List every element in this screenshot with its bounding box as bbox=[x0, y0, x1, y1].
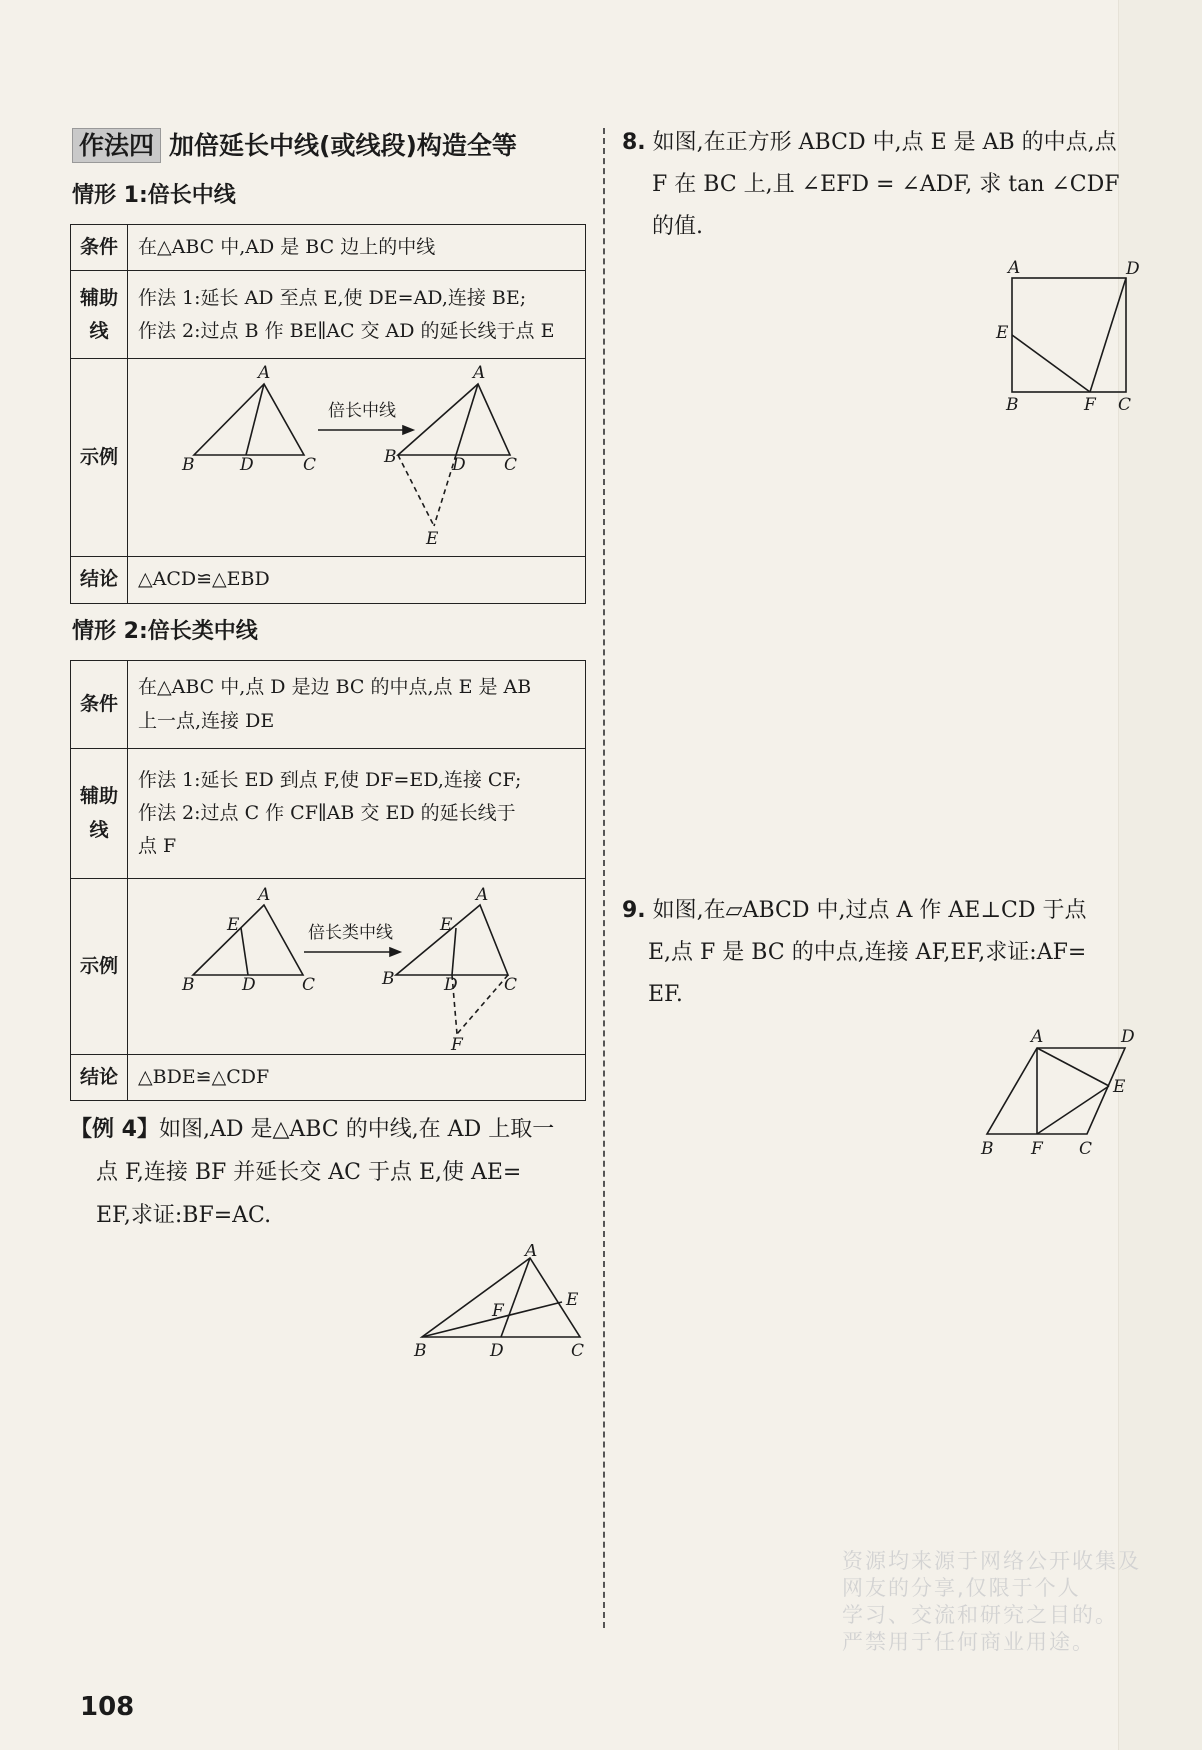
case2-title: 情形 2:倍长类中线 bbox=[72, 619, 258, 644]
problem-9-figure bbox=[975, 1024, 1143, 1160]
example-4-tag: 【例 4】 bbox=[70, 1117, 159, 1142]
case2-condition-line2: 上一点,连接 DE bbox=[138, 709, 275, 732]
case1-aux-method2: 作法 2:过点 B 作 BE∥AC 交 AD 的延长线于点 E bbox=[138, 319, 555, 342]
problem-9-text1: 如图,在▱ABCD 中,过点 A 作 AE⊥CD 于点 bbox=[652, 898, 1087, 923]
case1-label-e: E bbox=[426, 528, 439, 549]
method-title: 加倍延长中线(或线段)构造全等 bbox=[169, 131, 517, 160]
case1-conclusion: △ACD≌△EBD bbox=[128, 557, 586, 603]
problem-8-number: 8. bbox=[622, 130, 646, 155]
case2-arrow-label: 倍长类中线 bbox=[308, 922, 393, 943]
p9-label-c: C bbox=[1079, 1139, 1093, 1159]
case1-example-label: 示例 bbox=[71, 359, 128, 557]
p9-label-a: A bbox=[1031, 1027, 1044, 1047]
problem-8-line2: F 在 BC 上,且 ∠EFD = ∠ADF, 求 tan ∠CDF bbox=[652, 172, 1120, 197]
case1-label-b: B bbox=[182, 454, 195, 475]
ex4-triangle-abc bbox=[422, 1258, 580, 1337]
case2-label-a-2: A bbox=[476, 884, 489, 905]
case2-condition-line1: 在△ABC 中,点 D 是边 BC 的中点,点 E 是 AB bbox=[138, 676, 532, 699]
case2-example-label: 示例 bbox=[71, 879, 128, 1055]
example-4-text1: 如图,AD 是△ABC 的中线,在 AD 上取一 bbox=[158, 1117, 555, 1142]
p8-label-f: F bbox=[1084, 395, 1096, 415]
case2-aux-cell bbox=[128, 749, 586, 879]
case1-label-a-2: A bbox=[473, 362, 486, 383]
example-4-line1 bbox=[70, 1108, 588, 1151]
case2-aux-method2-cont: 点 F bbox=[138, 835, 177, 858]
case2-segment-ed-2 bbox=[452, 928, 456, 975]
case1-label-c: C bbox=[303, 454, 317, 475]
case1-triangle-abc-2 bbox=[398, 384, 510, 455]
case1-label-c-2: C bbox=[504, 454, 518, 475]
problem-9-line1 bbox=[622, 890, 1144, 932]
p8-segment-df bbox=[1090, 278, 1126, 392]
case2-label-e: E bbox=[227, 914, 240, 935]
p9-label-d: D bbox=[1121, 1027, 1135, 1047]
case1-label-a: A bbox=[258, 362, 271, 383]
p9-label-f: F bbox=[1031, 1139, 1043, 1159]
case2-condition-label: 条件 bbox=[71, 661, 128, 749]
ex4-label-b: B bbox=[414, 1341, 427, 1361]
case2-label-a: A bbox=[258, 884, 271, 905]
page-number: 108 bbox=[80, 1692, 135, 1722]
case1-aux-cell bbox=[128, 271, 586, 359]
case1-title: 情形 1:倍长中线 bbox=[72, 183, 236, 208]
p8-segment-ef bbox=[1012, 335, 1090, 392]
example-4-figure bbox=[410, 1244, 600, 1362]
p8-label-c: C bbox=[1118, 395, 1132, 415]
watermark-line4: 严禁用于任何商业用途。 bbox=[842, 1630, 1095, 1654]
case2-figure-cell bbox=[128, 879, 586, 1055]
case1-arrow-head bbox=[403, 426, 413, 434]
method-header bbox=[72, 126, 517, 162]
example-4 bbox=[70, 1108, 588, 1237]
case2-label-d-2: D bbox=[444, 974, 458, 995]
case2-label-b: B bbox=[182, 974, 195, 995]
example-4-line2: 点 F,连接 BF 并延长交 AC 于点 E,使 AE= bbox=[96, 1160, 522, 1185]
problem-8 bbox=[622, 122, 1144, 248]
case2-figure bbox=[128, 880, 578, 1054]
case1-table bbox=[70, 224, 586, 604]
watermark-line3: 学习、交流和研究之目的。 bbox=[842, 1603, 1118, 1627]
problem-8-line1 bbox=[622, 122, 1144, 164]
case1-conclusion-label: 结论 bbox=[71, 557, 128, 603]
ex4-label-f: F bbox=[492, 1301, 504, 1321]
example-4-line3: EF,求证:BF=AC. bbox=[96, 1203, 272, 1228]
case2-label-e-2: E bbox=[440, 914, 453, 935]
problem-9-line3: EF. bbox=[648, 982, 683, 1007]
p8-square-abcd bbox=[1012, 278, 1126, 392]
p8-label-b: B bbox=[1006, 395, 1019, 415]
problem-9-line2: E,点 F 是 BC 的中点,连接 AF,EF,求证:AF= bbox=[648, 940, 1087, 965]
watermark-line1: 资源均来源于网络公开收集及 bbox=[842, 1549, 1141, 1573]
p9-label-e: E bbox=[1113, 1077, 1126, 1097]
case2-table bbox=[70, 660, 586, 1101]
case2-label-b-2: B bbox=[382, 968, 395, 989]
ex4-label-d: D bbox=[490, 1341, 504, 1361]
case1-aux-method1: 作法 1:延长 AD 至点 E,使 DE=AD,连接 BE; bbox=[138, 286, 527, 309]
case1-segment-be bbox=[398, 455, 434, 526]
p8-label-a: A bbox=[1008, 258, 1021, 278]
ex4-label-e: E bbox=[566, 1290, 579, 1310]
case1-label-d: D bbox=[240, 454, 254, 475]
watermark-line2: 网友的分享,仅限于个人 bbox=[842, 1576, 1081, 1600]
case2-arrow-head bbox=[390, 948, 400, 956]
ex4-median-ad bbox=[501, 1258, 530, 1337]
case1-aux-label: 辅助线 bbox=[71, 271, 128, 359]
watermark bbox=[842, 1548, 1202, 1656]
p8-label-e: E bbox=[996, 323, 1009, 343]
problem-9-number: 9. bbox=[622, 898, 646, 923]
case2-segment-cf bbox=[457, 975, 508, 1034]
case1-median-ad bbox=[246, 384, 264, 455]
case2-label-c-2: C bbox=[504, 974, 518, 995]
case2-label-c: C bbox=[302, 974, 316, 995]
problem-8-figure bbox=[990, 256, 1140, 416]
case2-label-f: F bbox=[451, 1034, 463, 1054]
case1-condition: 在△ABC 中,AD 是 BC 边上的中线 bbox=[128, 225, 586, 271]
case2-conclusion: △BDE≌△CDF bbox=[128, 1055, 586, 1101]
case2-aux-method2: 作法 2:过点 C 作 CF∥AB 交 ED 的延长线于 bbox=[138, 801, 516, 824]
case2-conclusion-label: 结论 bbox=[71, 1055, 128, 1101]
case2-condition-cell bbox=[128, 661, 586, 749]
problem-8-line3: 的值. bbox=[652, 214, 703, 239]
case2-aux-method1: 作法 1:延长 ED 到点 F,使 DF=ED,连接 CF; bbox=[138, 768, 522, 791]
column-divider bbox=[603, 128, 605, 1628]
ex4-label-a: A bbox=[525, 1244, 538, 1261]
problem-8-text1: 如图,在正方形 ABCD 中,点 E 是 AB 的中点,点 bbox=[652, 130, 1117, 155]
case2-segment-ed bbox=[241, 928, 248, 975]
ex4-label-c: C bbox=[571, 1341, 585, 1361]
case1-figure-cell bbox=[128, 359, 586, 557]
p9-label-b: B bbox=[981, 1139, 994, 1159]
p9-segment-ae bbox=[1037, 1048, 1109, 1086]
case1-label-b-2: B bbox=[384, 446, 397, 467]
case1-figure bbox=[128, 360, 578, 556]
case2-aux-label: 辅助线 bbox=[71, 749, 128, 879]
case2-triangle-abc bbox=[193, 905, 303, 975]
case1-label-d-2: D bbox=[452, 454, 466, 475]
case1-condition-label: 条件 bbox=[71, 225, 128, 271]
case1-arrow-label: 倍长中线 bbox=[328, 400, 396, 421]
case2-label-d: D bbox=[242, 974, 256, 995]
problem-9 bbox=[622, 890, 1144, 1016]
p8-label-d: D bbox=[1126, 259, 1140, 279]
method-tag: 作法四 bbox=[72, 128, 161, 163]
